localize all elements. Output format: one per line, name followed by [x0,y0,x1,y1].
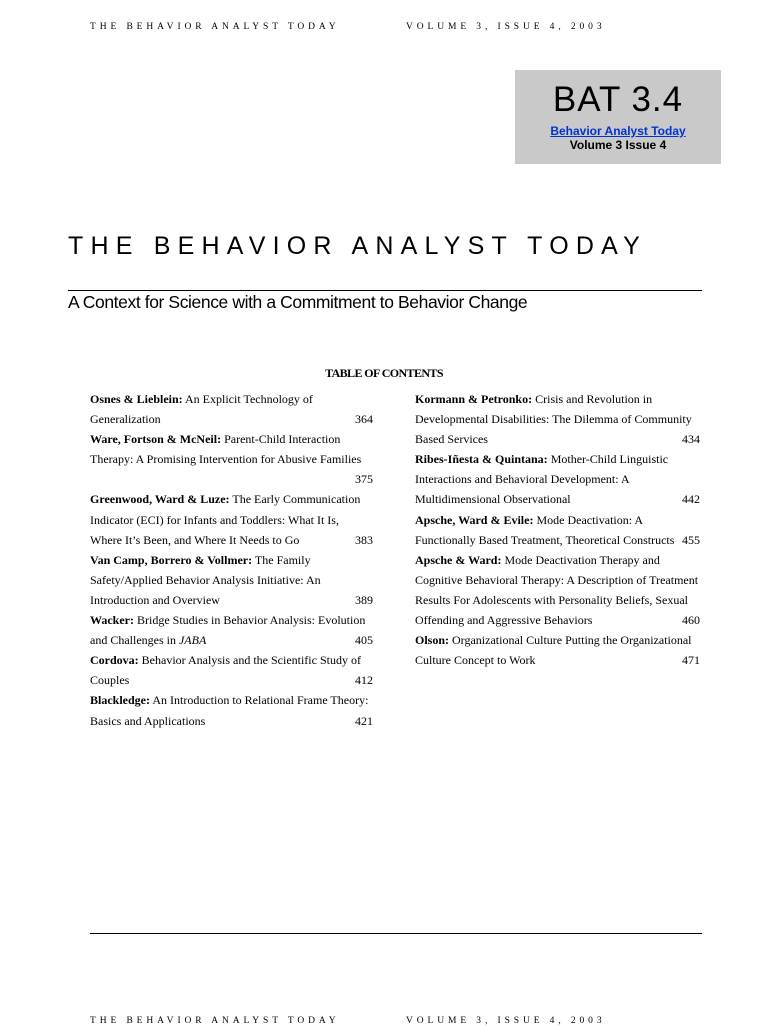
toc-entry-author: Osnes & Lieblein: [90,392,183,406]
toc-entry[interactable] [415,510,700,550]
toc-entry-page: 383 [355,532,373,547]
toc-entry-title: The Family Safety/Applied Behavior Analysis Initiative: An Introduction and Overview [90,552,321,607]
toc-entry-title: Organizational Culture Putting the Organizational Culture Concept to Work [415,633,692,668]
toc-entry-title: Parent-Child Interaction Therapy: A Promising Intervention for Abusive Families [90,432,362,467]
badge-title: BAT 3.4 [552,80,684,119]
toc-entry-author: Blackledge: [90,693,150,708]
journal-title: THE BEHAVIOR ANALYST TODAY [68,232,647,260]
toc-entry[interactable] [90,489,373,549]
toc-entry-title: An Explicit Technology of Generalization [90,392,313,427]
toc-entry[interactable] [90,650,373,690]
toc-heading: TABLE OF CONTENTS [325,366,443,380]
toc-entry[interactable] [415,449,700,509]
toc-entry-author: Greenwood, Ward & Luze: [90,492,230,507]
toc-entry-title: Crisis and Revolution in Developmental Disabilities: The Dilemma of Community Based Services [415,392,692,447]
toc-entry-author: Olson: [415,633,450,648]
toc-entry-page: 375 [355,472,373,487]
toc-entry[interactable] [90,550,373,610]
toc-entry-author: Ware, Fortson & McNeil: [90,432,222,447]
toc-column-left [90,389,373,731]
toc-entry-page: 412 [355,673,373,688]
toc-entry[interactable] [90,429,373,489]
toc-entry-author: Wacker: [90,613,134,628]
toc-entry-title: Mode Deactivation: A Functionally Based Treatment, Theoretical Constructs [415,512,675,547]
badge-journal-link[interactable]: Behavior Analyst Today [550,124,686,138]
toc-entry-author: Apsche & Ward: [415,552,502,567]
toc-entry[interactable] [90,610,373,650]
toc-entry-author: Van Camp, Borrero & Vollmer: [90,552,253,567]
toc-entry-title: Bridge Studies in Behavior Analysis: Evolution and Challenges in [90,613,366,648]
toc-entry-page: 421 [355,713,373,728]
footer-divider [90,933,702,934]
toc-entry-page: 455 [682,532,700,547]
toc-entry[interactable] [415,630,700,670]
toc-entry-title: Behavior Analysis and the Scientific Study of Couples [90,653,361,688]
toc-entry-author: Kormann & Petronko: [415,392,533,406]
toc-entry-title: Mode Deactivation Therapy and Cognitive Behavioral Therapy: A Description of Treatment Results For Adolescents with Personality Beliefs, Sexual Offending and Aggressive Behaviors [415,552,699,628]
title-divider [68,290,702,291]
toc-entry[interactable] [90,690,373,730]
running-footer-volume: VOLUME 3, ISSUE 4, 2003 [406,1016,606,1026]
running-header-volume: VOLUME 3, ISSUE 4, 2003 [406,22,606,32]
toc-entry-page: 442 [682,492,700,507]
toc-entry-title-italic: JABA [178,633,207,648]
toc-entry-author: Cordova: [90,653,139,668]
toc-entry-title: An Introduction to Relational Frame Theory: Basics and Applications [90,693,369,728]
toc-entry-author: Apsche, Ward & Evile: [415,512,534,527]
toc-column-right [415,389,700,670]
toc-entry[interactable] [415,550,700,630]
toc-entry-page: 471 [682,653,700,668]
running-footer-journal: THE BEHAVIOR ANALYST TODAY [90,1016,340,1026]
toc-entry-page: 364 [355,412,373,427]
toc-entry-page: 405 [355,633,373,648]
running-header-journal: THE BEHAVIOR ANALYST TODAY [90,22,340,32]
toc-entry[interactable] [415,389,700,449]
toc-entry-page: 460 [682,613,700,628]
toc-entry-page: 389 [355,592,373,607]
toc-entry-page: 434 [682,432,700,447]
toc-entry-title: Mother-Child Linguistic Interactions and Behavioral Development: A Multidimensional Observational [415,452,669,507]
journal-subtitle: A Context for Science with a Commitment to Behavior Change [68,292,528,312]
toc-entry-author: Ribes-Iñesta & Quintana: [415,452,548,467]
toc-entry-title: The Early Communication Indicator (ECI) for Infants and Toddlers: What It Is, Where It’s Been, and Where It Needs to Go [90,492,361,547]
toc-entry[interactable] [90,389,373,429]
badge-issue-label: Volume 3 Issue 4 [569,138,667,152]
issue-badge [515,70,721,164]
